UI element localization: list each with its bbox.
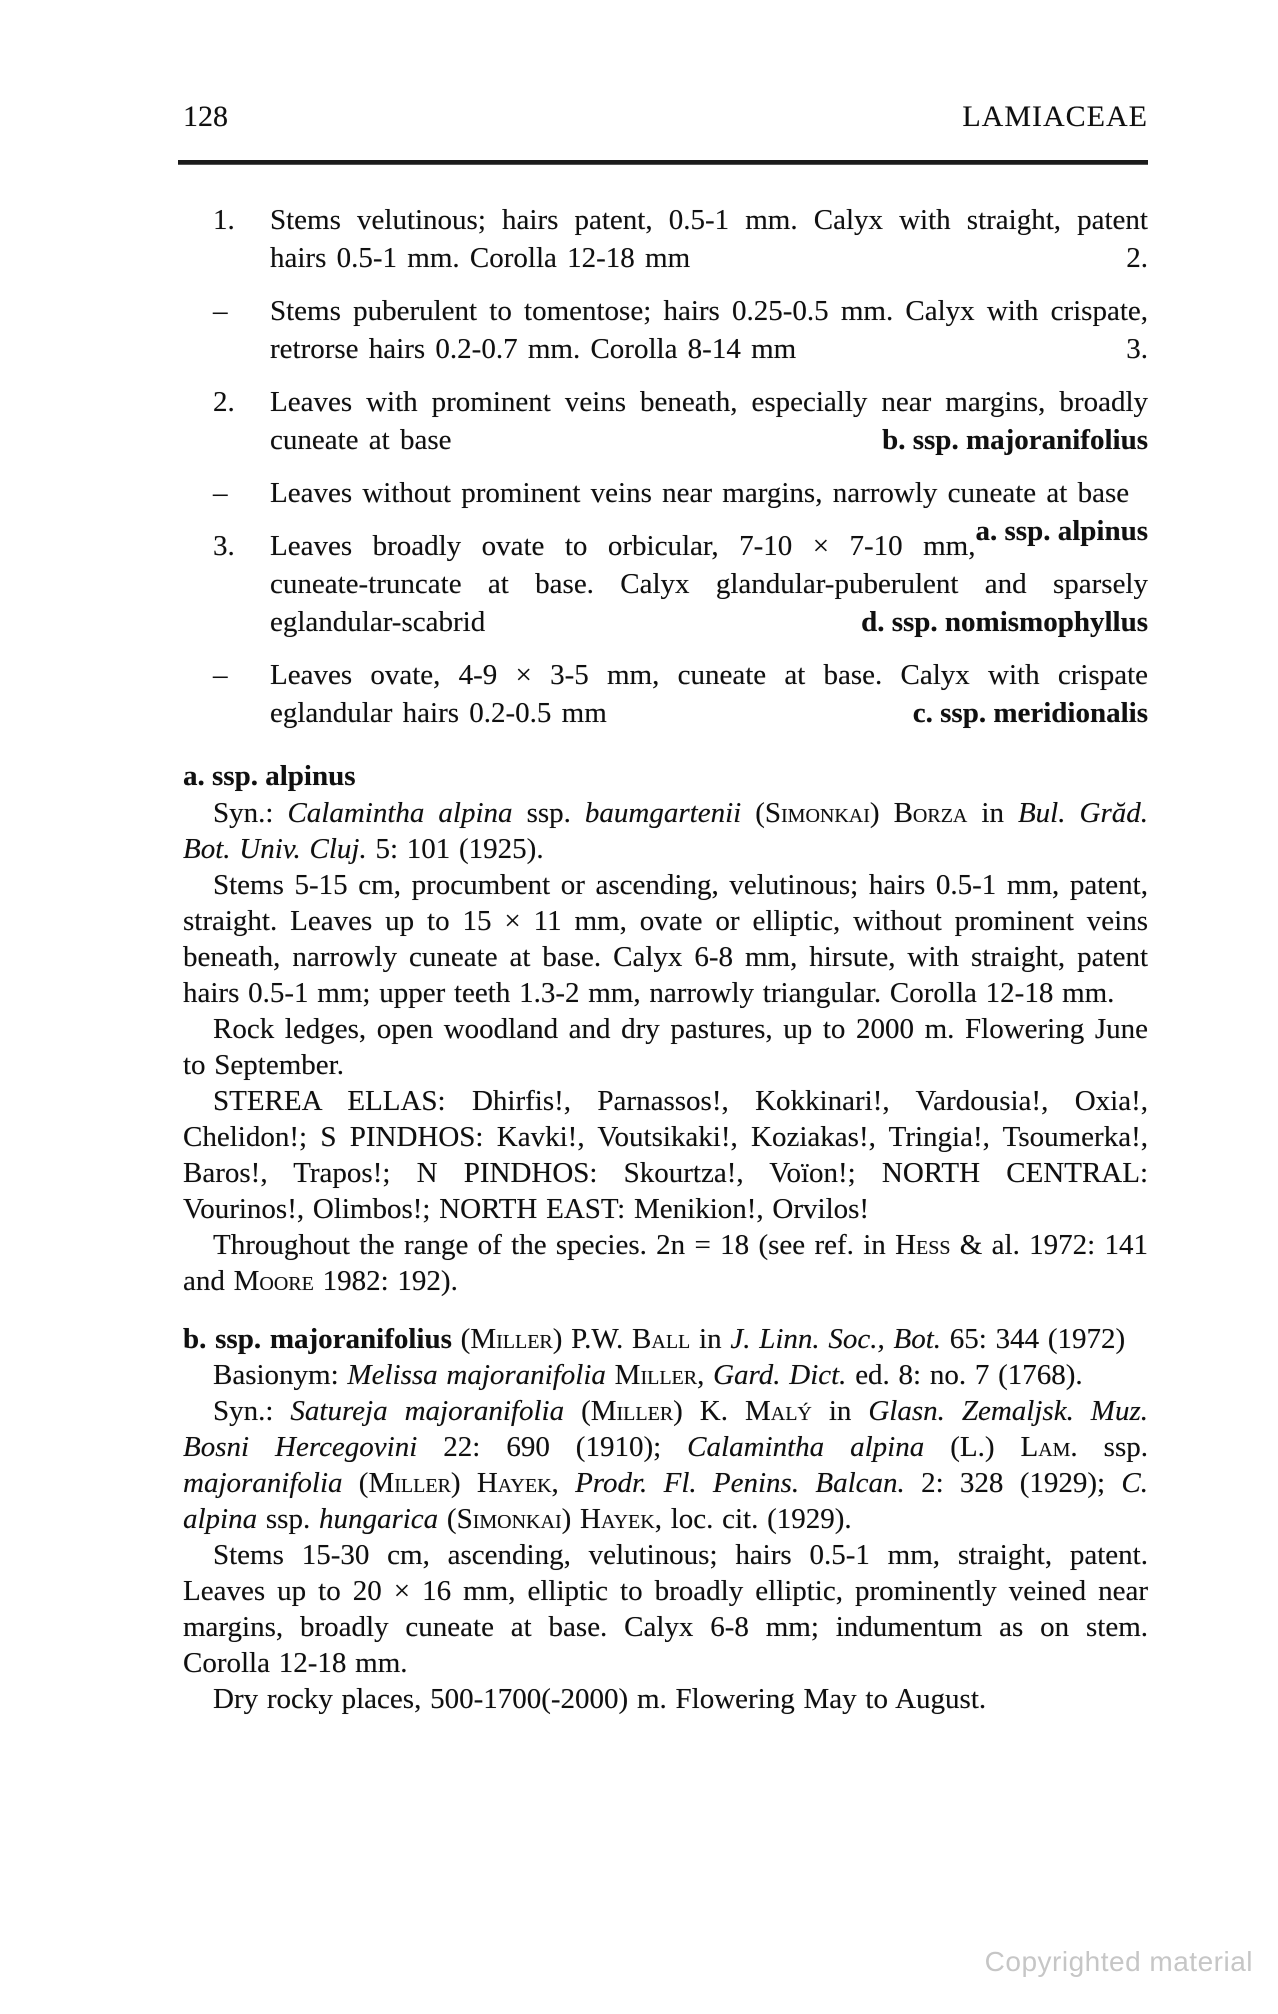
key-lead: c. ssp. meridionalis <box>912 697 1148 729</box>
section-ssp-majoranifolius <box>183 1321 1148 1717</box>
key-marker: 3. <box>213 530 235 562</box>
key-marker: – <box>213 295 228 327</box>
key-marker: – <box>213 477 228 509</box>
running-head: LAMIACEAE <box>962 100 1148 133</box>
range-note-paragraph: Throughout the range of the species. 2n = 18 (see ref. in Hess & al. 1972: 141 and Moore 1982: 192). <box>183 1229 1148 1297</box>
distribution-paragraph: STEREA ELLAS: Dhirfis!, Parnassos!, Kokkinari!, Vardousia!, Oxia!, Chelidon!; S PINDHOS: Kavki!, Voutsikaki!, Koziakas!, Tringia!, Tsoumerka!, Baros!, Trapos!; N PINDHOS: Skourtza!, Voïon!; NORTH CENTRAL: Vourinos!, Olimbos!; NORTH EAST: Menikion!, Orvilos! <box>183 1085 1148 1225</box>
section-ssp-alpinus <box>183 758 1148 1299</box>
key-text: Leaves without prominent veins near margins, narrowly cuneate at base <box>270 477 1130 509</box>
key-text: Leaves ovate, 4-9 × 3-5 mm, cuneate at base. Calyx with crispate eglandular hairs 0.2-0.5 mm <box>270 659 1148 729</box>
description-paragraph: Stems 15-30 cm, ascending, velutinous; hairs 0.5-1 mm, straight, patent. Leaves up to 20 × 16 mm, elliptic to broadly elliptic, prominently veined near margins, broadly cuneate at base. Calyx 6-8 mm; indumentum as on stem. Corolla 12-18 mm. <box>183 1539 1148 1679</box>
key-item-3-alt <box>183 656 1148 732</box>
key-text: Stems velutinous; hairs patent, 0.5-1 mm. Calyx with straight, patent hairs 0.5-1 mm. Corolla 12-18 mm <box>270 204 1148 274</box>
key-lead: 3. <box>1126 333 1148 365</box>
key-marker: – <box>213 659 228 691</box>
key-lead: a. ssp. alpinus <box>975 515 1148 547</box>
basionym-paragraph: Basionym: Melissa majoranifolia Miller, Gard. Dict. ed. 8: no. 7 (1768). <box>213 1359 1083 1391</box>
key-item-2-alt <box>183 474 1148 547</box>
key-text: Leaves with prominent veins beneath, especially near margins, broadly cuneate at base <box>270 386 1148 456</box>
key-item-3 <box>183 527 1148 641</box>
key-item-2 <box>183 383 1148 459</box>
subspecies-heading-alpinus: a. ssp. alpinus <box>183 760 356 792</box>
habitat-paragraph: Rock ledges, open woodland and dry pastures, up to 2000 m. Flowering June to September. <box>183 1013 1148 1081</box>
key-marker: 2. <box>213 386 235 418</box>
identification-key <box>183 201 1148 732</box>
key-marker: 1. <box>213 204 235 236</box>
copyright-watermark: Copyrighted material <box>984 1946 1253 1977</box>
key-lead: 2. <box>1126 242 1148 274</box>
key-lead: b. ssp. majoranifolius <box>882 424 1148 456</box>
key-text: Stems puberulent to tomentose; hairs 0.25-0.5 mm. Calyx with crispate, retrorse hairs 0.2-0.7 mm. Corolla 8-14 mm <box>270 295 1148 365</box>
page-header <box>183 100 1148 134</box>
subspecies-heading-majoranifolius: b. ssp. majoranifolius (Miller) P.W. Ball in J. Linn. Soc., Bot. 65: 344 (1972) <box>183 1323 1126 1355</box>
description-paragraph: Stems 5-15 cm, procumbent or ascending, velutinous; hairs 0.5-1 mm, patent, straight. Leaves up to 15 × 11 mm, ovate or elliptic, without prominent veins beneath, narrowly cuneate at base. Calyx 6-8 mm, hirsute, with straight, patent hairs 0.5-1 mm; upper teeth 1.3-2 mm, narrowly triangular. Corolla 12-18 mm. <box>183 869 1148 1009</box>
header-rule <box>178 160 1148 165</box>
key-item-1-alt <box>183 292 1148 368</box>
page-content <box>183 0 1148 1717</box>
key-text: Leaves broadly ovate to orbicular, 7-10 × 7-10 mm, cuneate-truncate at base. Calyx glandular-puberulent and sparsely eglandular-scabrid <box>270 530 1148 638</box>
synonymy-paragraph: Syn.: Satureja majoranifolia (Miller) K. Malý in Glasn. Zemaljsk. Muz. Bosni Hercegovini 22: 690 (1910); Calamintha alpina (L.) Lam. ssp. majoranifolia (Miller) Hayek, Prodr. Fl. Penins. Balcan. 2: 328 (1929); C. alpina ssp. hungarica (Simonkai) Hayek, loc. cit. (1929). <box>183 1395 1148 1535</box>
key-item-1 <box>183 201 1148 277</box>
page-number: 128 <box>183 100 228 133</box>
habitat-paragraph: Dry rocky places, 500-1700(-2000) m. Flowering May to August. <box>213 1683 987 1715</box>
key-lead: d. ssp. nomismophyllus <box>861 606 1148 638</box>
synonymy-paragraph: Syn.: Calamintha alpina ssp. baumgartenii (Simonkai) Borza in Bul. Grăd. Bot. Univ. Cluj. 5: 101 (1925). <box>183 797 1148 865</box>
